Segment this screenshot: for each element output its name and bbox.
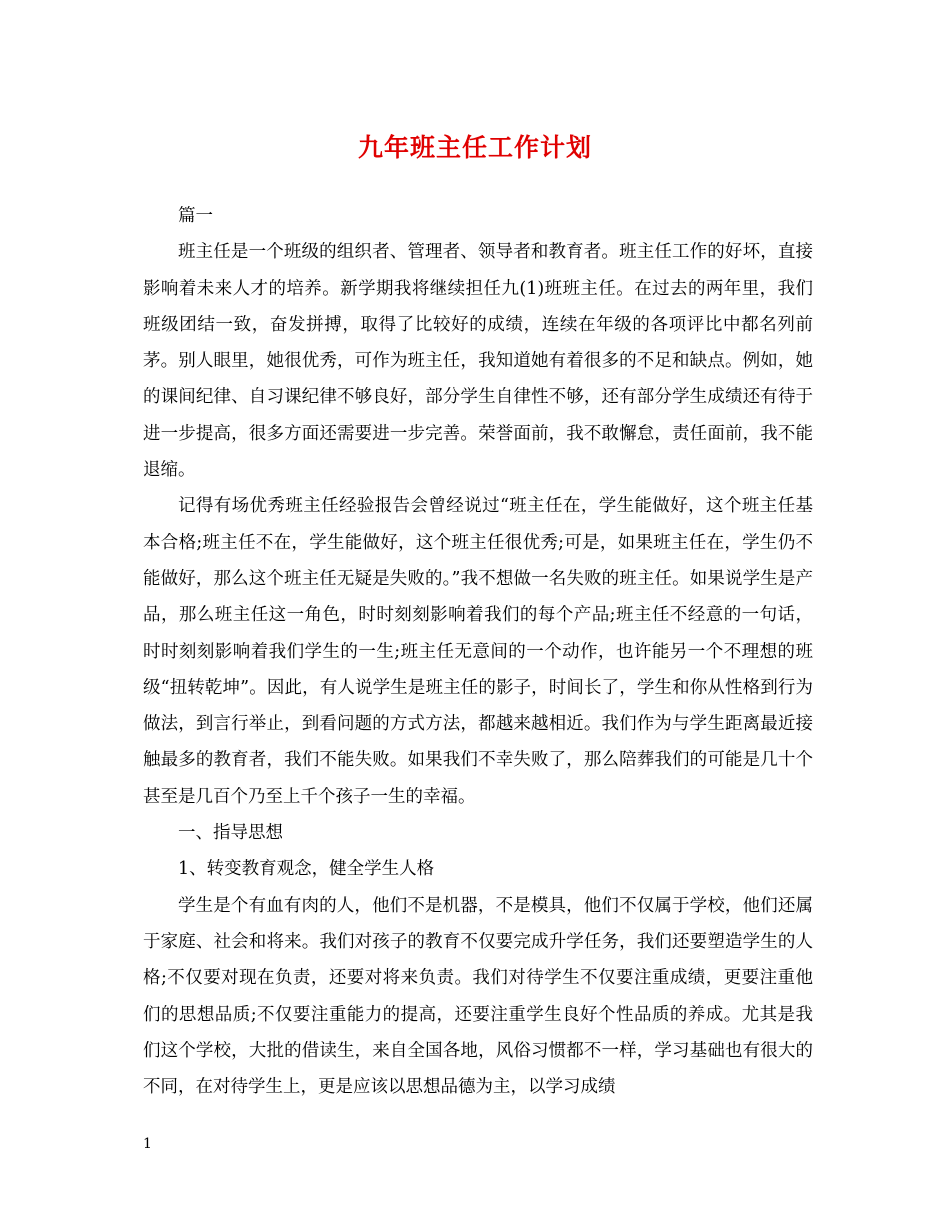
- subheading-education-concept: 1、转变教育观念，健全学生人格: [178, 859, 435, 880]
- section-label: 篇一: [178, 206, 213, 226]
- page-title: 九年班主任工作计划: [357, 133, 592, 162]
- paragraph-2: 记得有场优秀班主任经验报告会曾经说过“班主任在，学生能做好，这个班主任基本合格;班主任不在，学生能做好，这个班主任很优秀;可是，如果班主任在，学生仍不能做好，那么这个班主任无疑是失败的。”我不想做一名失败的班主任。如果说学生是产品，那么班主任这一角色，时时刻刻影响着我们的每个产品;班主任不经意的一句话，时时刻刻影响着我们学生的一生;班主任无意间的一个动作，也许能另一个不理想的班级“扭转乾坤”。因此，有人说学生是班主任的影子，时间长了，学生和你从性格到行为做法，到言行举止，到看问题的方式方法，都越来越相近。我们作为与学生距离最近接触最多的教育者，我们不能失败。如果我们不幸失败了，那么陪葬我们的可能是几十个甚至是几百个乃至上千个孩子一生的幸福。: [143, 496, 813, 807]
- document-body: [143, 198, 813, 1105]
- page-number: 1: [143, 1136, 152, 1152]
- paragraph-3: 学生是个有血有肉的人，他们不是机器，不是模具，他们不仅属于学校，他们还属于家庭、社会和将来。我们对孩子的教育不仅要完成升学任务，我们还要塑造学生的人格;不仅要对现在负责，还要对将来负责。我们对待学生不仅要注重成绩，更要注重他们的思想品质;不仅要注重能力的提高，还要注重学生良好个性品质的养成。尤其是我们这个学校，大批的借读生，来自全国各地，风俗习惯都不一样，学习基础也有很大的不同，在对待学生上，更是应该以思想品德为主，以学习成绩: [143, 895, 813, 1098]
- heading-guiding-thought: 一、指导思想: [178, 823, 283, 844]
- paragraph-1: 班主任是一个班级的组织者、管理者、领导者和教育者。班主任工作的好坏，直接影响着未来人才的培养。新学期我将继续担任九(1)班班主任。在过去的两年里，我们班级团结一致，奋发拼搏，取得了比较好的成绩，连续在年级的各项评比中都名列前茅。别人眼里，她很优秀，可作为班主任，我知道她有着很多的不足和缺点。例如，她的课间纪律、自习课纪律不够良好，部分学生自律性不够，还有部分学生成绩还有待于进一步提高，很多方面还需要进一步完善。荣誉面前，我不敢懈怠，责任面前，我不能退缩。: [143, 242, 813, 481]
